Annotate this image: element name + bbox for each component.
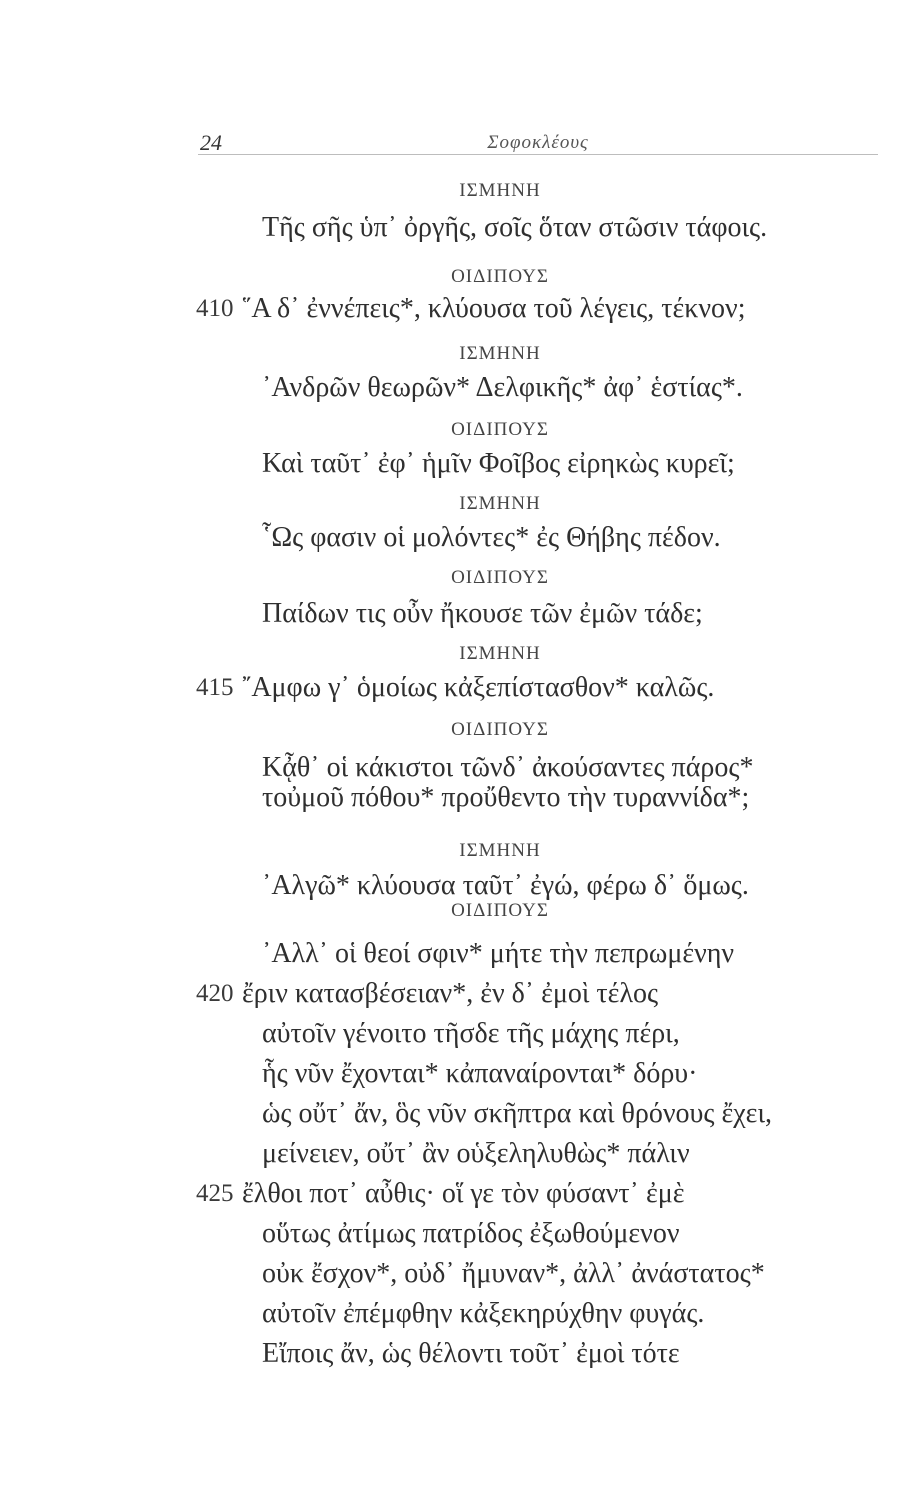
speaker-label: ΙΣΜΗΝΗ [459,343,541,364]
verse-line: Καὶ ταῦτ᾽ ἐφ᾽ ἡμῖν Φοῖβος εἰρηκὼς κυρεῖ; [262,448,735,479]
speaker-label: ΙΣΜΗΝΗ [459,840,541,861]
verse-line: μείνειεν, οὔτ᾽ ἂν οὑξεληλυθὼς* πάλιν [262,1138,690,1169]
speaker-label: ΟΙΔΙΠΟΥΣ [451,419,549,440]
speaker-label: ΟΙΔΙΠΟΥΣ [451,567,549,588]
speaker-label: ΙΣΜΗΝΗ [459,643,541,664]
verse-line: αὐτοῖν ἐπέμφθην κἀξεκηρύχθην φυγάς. [262,1298,705,1329]
speaker-label: ΟΙΔΙΠΟΥΣ [451,900,549,921]
page-header [198,124,878,155]
verse-line: ἔλθοι ποτ᾽ αὖθις· οἵ γε τὸν φύσαντ᾽ ἐμὲ [242,1178,685,1209]
verse-line: ἧς νῦν ἔχονται* κἀπαναίρονται* δόρυ· [262,1058,698,1089]
verse-line: Εἴποις ἄν, ὡς θέλοντι τοῦτ᾽ ἐμοὶ τότε [262,1338,680,1369]
verse-line: Κᾆθ᾽ οἱ κάκιστοι τῶνδ᾽ ἀκούσαντες πάρος* [262,752,754,783]
verse-line: ἔριν κατασβέσειαν*, ἐν δ᾽ ἐμοὶ τέλος [242,978,659,1009]
line-number: 420 [196,980,234,1007]
verse-line: Τῆς σῆς ὑπ᾽ ὀργῆς, σοῖς ὅταν στῶσιν τάφοις. [262,212,768,243]
verse-line: ᾿Αλγῶ* κλύουσα ταῦτ᾽ ἐγώ, φέρω δ᾽ ὅμως. [262,870,749,901]
verse-line: τοὐμοῦ πόθου* προὔθεντο τὴν τυραννίδα*; [262,782,750,813]
line-number: 425 [196,1180,234,1207]
speaker-label: ΟΙΔΙΠΟΥΣ [451,266,549,287]
verse-line: Παίδων τις οὖν ἤκουσε τῶν ἐμῶν τάδε; [262,598,703,629]
line-number: 410 [196,295,234,322]
verse-line: οὐκ ἔσχον*, οὐδ᾽ ἤμυναν*, ἀλλ᾽ ἀνάστατος* [262,1258,765,1289]
verse-line: αὐτοῖν γένοιτο τῆσδε τῆς μάχης πέρι, [262,1018,680,1049]
speaker-label: ΙΣΜΗΝΗ [459,180,541,201]
verse-line: ὡς οὔτ᾽ ἄν, ὃς νῦν σκῆπτρα καὶ θρόνους ἔχει, [262,1098,772,1129]
running-head: Σοφοκλέους [487,132,589,153]
speaker-label: ΟΙΔΙΠΟΥΣ [451,719,549,740]
page-number: 24 [200,130,222,155]
verse-line: ᾿Ανδρῶν θεωρῶν* Δελφικῆς* ἀφ᾽ ἑστίας*. [262,372,743,403]
verse-line: οὕτως ἀτίμως πατρίδος ἐξωθούμενον [262,1218,680,1249]
speaker-label: ΙΣΜΗΝΗ [459,493,541,514]
verse-line: ᾿Αλλ᾽ οἱ θεοί σφιν* μήτε τὴν πεπρωμένην [262,938,735,969]
verse-line: ῞Α δ᾽ ἐννέπεις*, κλύουσα τοῦ λέγεις, τέκνον; [242,293,746,324]
verse-line: ῟Ως φασιν οἱ μολόντες* ἐς Θήβης πέδον. [262,522,721,553]
verse-line: ῎Αμφω γ᾽ ὁμοίως κἀξεπίστασθον* καλῶς. [242,672,715,703]
line-number: 415 [196,674,234,701]
